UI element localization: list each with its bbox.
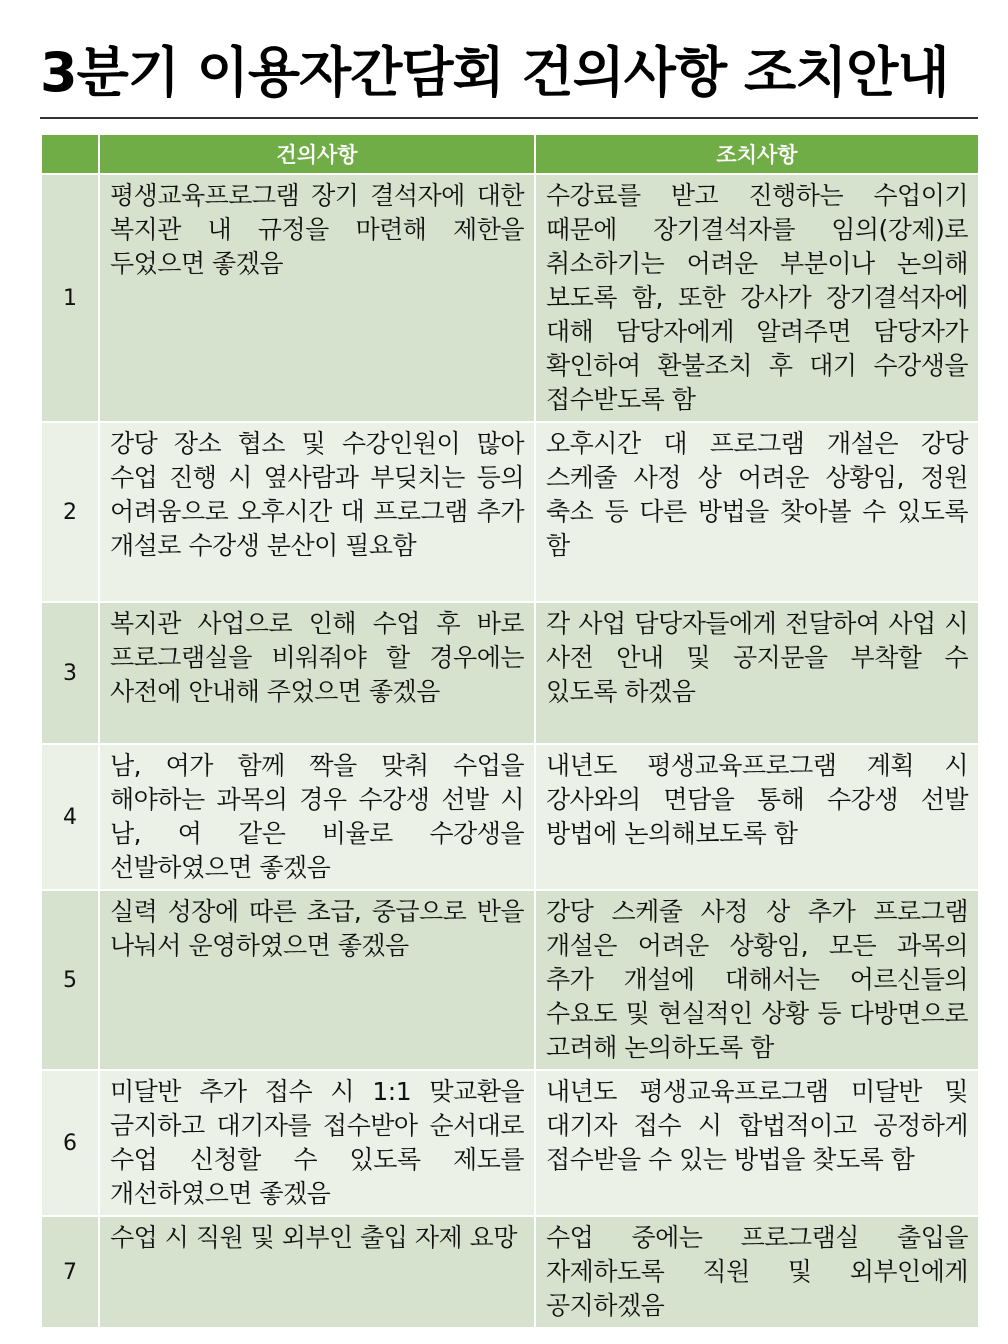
action-cell: 오후시간 대 프로그램 개설은 강당 스케줄 사정 상 어려운 상황임, 정원 축소 등 다른 방법을 찾아볼 수 있도록 함 (535, 422, 979, 602)
suggestion-cell: 복지관 사업으로 인해 수업 후 바로 프로그램실을 비워줘야 할 경우에는 사전에 안내해 주었으면 좋겠음 (99, 602, 535, 744)
suggestion-cell: 남, 여가 함께 짝을 맞춰 수업을 해야하는 과목의 경우 수강생 선발 시 남, 여 같은 비율로 수강생을 선발하였으면 좋겠음 (99, 744, 535, 890)
action-cell: 각 사업 담당자들에게 전달하여 사업 시 사전 안내 및 공지문을 부착할 수 있도록 하겠음 (535, 602, 979, 744)
suggestion-cell: 미달반 추가 접수 시 1:1 맞교환을 금지하고 대기자를 접수받아 순서대로 수업 신청할 수 있도록 제도를 개선하였으면 좋겠음 (99, 1070, 535, 1216)
action-cell: 내년도 평생교육프로그램 계획 시 강사와의 면담을 통해 수강생 선발 방법에 논의해보도록 함 (535, 744, 979, 890)
title-divider (40, 117, 978, 119)
table-row (41, 744, 979, 890)
action-cell: 수강료를 받고 진행하는 수업이기 때문에 장기결석자를 임의(강제)로 취소하기는 어려운 부분이나 논의해 보도록 함, 또한 강사가 장기결석자에 대해 담당자에게 알려주면 담당자가 확인하여 환불조치 후 대기 수강생을 접수받도록 함 (535, 174, 979, 422)
suggestion-cell: 실력 성장에 따른 초급, 중급으로 반을 나눠서 운영하였으면 좋겠음 (99, 890, 535, 1070)
table-row (41, 422, 979, 602)
table-row (41, 1070, 979, 1216)
suggestion-cell: 평생교육프로그램 장기 결석자에 대한 복지관 내 규정을 마련해 제한을 두었으면 좋겠음 (99, 174, 535, 422)
row-number: 6 (41, 1070, 99, 1216)
action-cell: 강당 스케줄 사정 상 추가 프로그램 개설은 어려운 상황임, 모든 과목의 추가 개설에 대해서는 어르신들의 수요도 및 현실적인 상황 등 다방면으로 고려해 논의하도록 함 (535, 890, 979, 1070)
row-number: 2 (41, 422, 99, 602)
table-row (41, 602, 979, 744)
header-suggestion: 건의사항 (99, 134, 535, 174)
page-title: 3분기 이용자간담회 건의사항 조치안내 (40, 41, 949, 104)
table-row (41, 174, 979, 422)
suggestion-cell: 강당 장소 협소 및 수강인원이 많아 수업 진행 시 옆사람과 부딪치는 등의 어려움으로 오후시간 대 프로그램 추가 개설로 수강생 분산이 필요함 (99, 422, 535, 602)
table-row (41, 890, 979, 1070)
action-cell: 수업 중에는 프로그램실 출입을 자제하도록 직원 및 외부인에게 공지하겠음 (535, 1216, 979, 1328)
table-header-row (41, 134, 979, 174)
row-number: 1 (41, 174, 99, 422)
suggestion-cell: 수업 시 직원 및 외부인 출입 자제 요망 (99, 1216, 535, 1328)
table-row (41, 1216, 979, 1328)
row-number: 4 (41, 744, 99, 890)
suggestions-table (40, 133, 980, 1329)
row-number: 7 (41, 1216, 99, 1328)
header-number (41, 134, 99, 174)
row-number: 5 (41, 890, 99, 1070)
row-number: 3 (41, 602, 99, 744)
action-cell: 내년도 평생교육프로그램 미달반 및 대기자 접수 시 합법적이고 공정하게 접수받을 수 있는 방법을 찾도록 함 (535, 1070, 979, 1216)
header-action: 조치사항 (535, 134, 979, 174)
